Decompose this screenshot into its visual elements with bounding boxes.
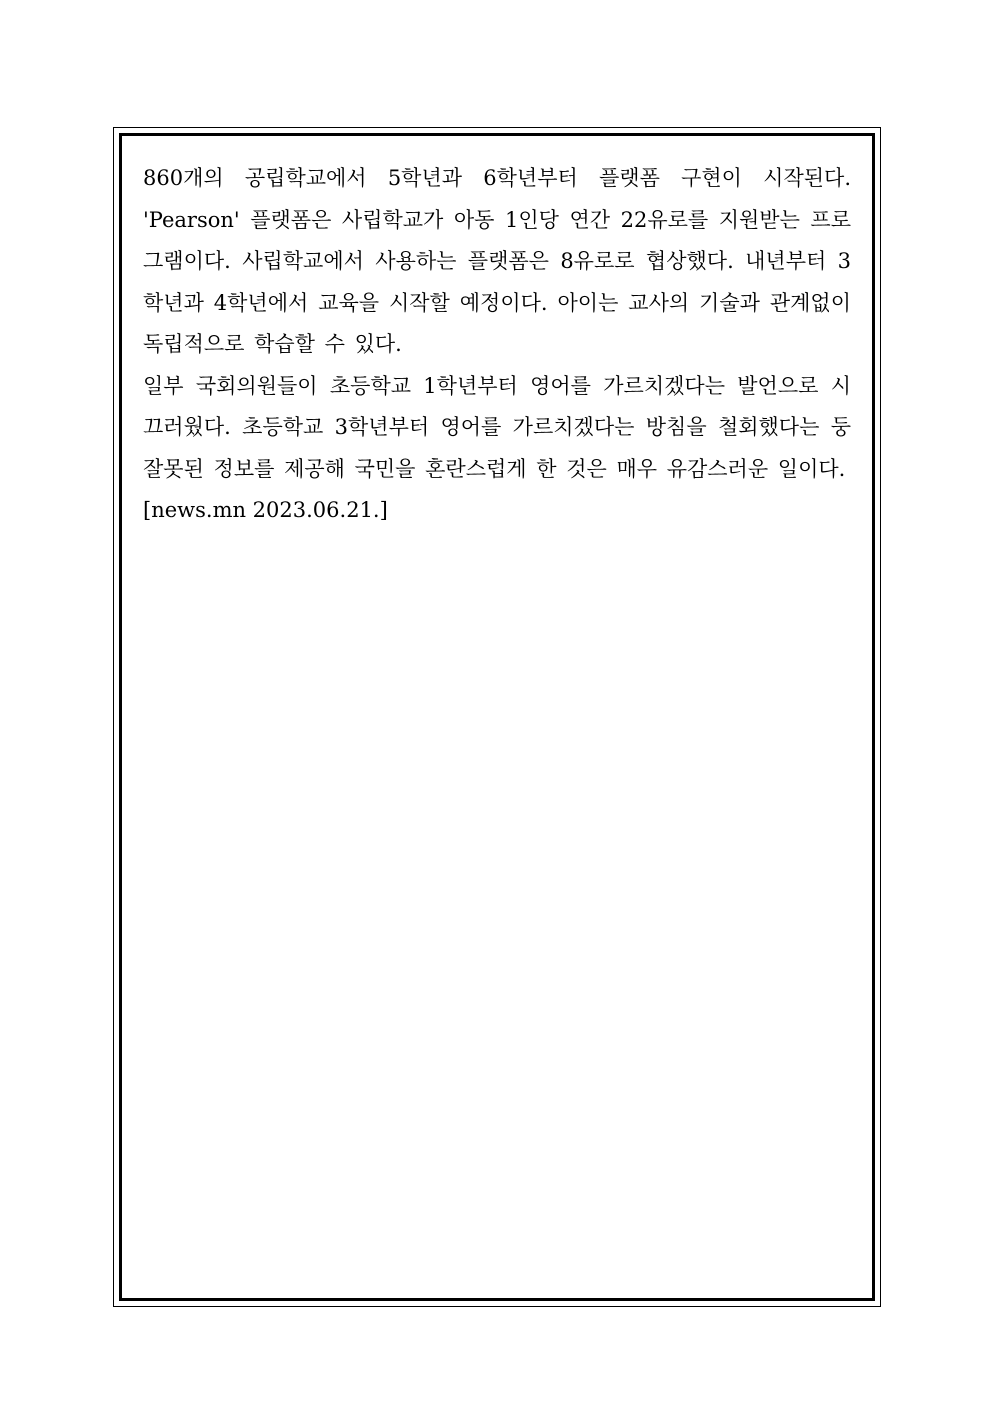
paragraph-1: 860개의 공립학교에서 5학년과 6학년부터 플랫폼 구현이 시작된다. 'Pearson' 플랫폼은 사립학교가 아동 1인당 연간 22유로를 지원받는 프로그램이다. 사립학교에서 사용하는 플랫폼은 8유로로 협상했다. 내년부터 3학년과 4학년에서 교육을 시작할 예정이다. 아이는 교사의 기술과 관계없이 독립적으로 학습할 수 있다. <box>143 166 851 356</box>
article-body <box>143 158 851 532</box>
source-citation: [news.mn 2023.06.21.] <box>143 498 388 522</box>
paragraph-2: 일부 국회의원들이 초등학교 1학년부터 영어를 가르치겠다는 발언으로 시끄러웠다. 초등학교 3학년부터 영어를 가르치겠다는 방침을 철회했다는 둥 잘못된 정보를 제공해 국민을 혼란스럽게 한 것은 매우 유감스러운 일이다. <box>143 373 851 481</box>
